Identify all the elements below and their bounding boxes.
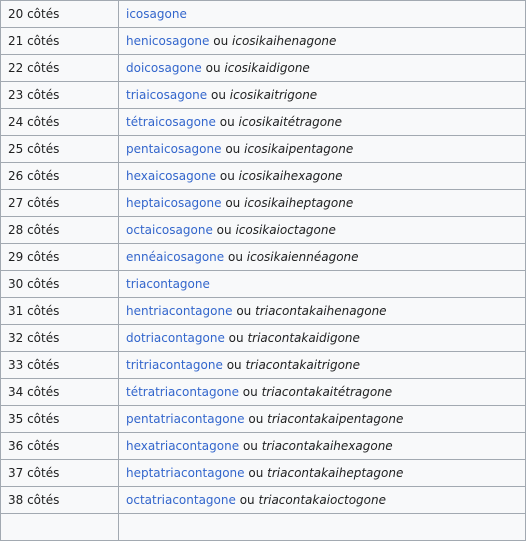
polygon-name-link[interactable]: heptaicosagone [126, 196, 222, 210]
table-row [1, 28, 526, 55]
name-cell [119, 433, 526, 460]
alternate-name: triacontakaiheptagone [267, 466, 404, 480]
conjunction-text: ou [228, 331, 244, 345]
name-cell [119, 460, 526, 487]
conjunction-text: ou [225, 142, 241, 156]
table-row [1, 82, 526, 109]
polygon-name-link[interactable]: hexaicosagone [126, 169, 217, 183]
conjunction-text: ou [205, 61, 221, 75]
table-row [1, 514, 526, 541]
polygon-name-link[interactable]: tétraicosagone [126, 115, 216, 129]
name-cell [119, 406, 526, 433]
name-cell [119, 136, 526, 163]
conjunction-text: ou [219, 115, 235, 129]
table-row [1, 163, 526, 190]
alternate-name: triacontakaihexagone [261, 439, 393, 453]
sides-cell: 37 côtés [1, 460, 119, 487]
sides-cell: 31 côtés [1, 298, 119, 325]
polygon-name-link[interactable]: octatriacontagone [126, 493, 236, 507]
name-cell [119, 244, 526, 271]
alternate-name: icosikaiheptagone [244, 196, 354, 210]
sides-cell: 35 côtés [1, 406, 119, 433]
name-cell [119, 28, 526, 55]
sides-cell: 24 côtés [1, 109, 119, 136]
name-cell [119, 55, 526, 82]
conjunction-text: ou [226, 358, 242, 372]
polygon-name-link[interactable]: ennéaicosagone [126, 250, 225, 264]
table-row [1, 271, 526, 298]
sides-cell: 22 côtés [1, 55, 119, 82]
polygon-name-link[interactable]: hentriacontagone [126, 304, 233, 318]
conjunction-text: ou [216, 223, 232, 237]
polygon-name-link[interactable]: doicosagone [126, 61, 202, 75]
sides-cell: 29 côtés [1, 244, 119, 271]
name-cell [119, 1, 526, 28]
sides-cell: 36 côtés [1, 433, 119, 460]
polygon-name-link[interactable]: icosagone [126, 7, 187, 21]
name-cell [119, 163, 526, 190]
polygon-name-link[interactable]: heptatriacontagone [126, 466, 245, 480]
name-cell [119, 109, 526, 136]
name-cell [119, 325, 526, 352]
conjunction-text: ou [219, 169, 235, 183]
table-row [1, 325, 526, 352]
sides-cell: 30 côtés [1, 271, 119, 298]
sides-cell: 38 côtés [1, 487, 119, 514]
conjunction-text: ou [239, 493, 255, 507]
polygon-name-link[interactable]: dotriacontagone [126, 331, 225, 345]
conjunction-text: ou [227, 250, 243, 264]
name-cell [119, 514, 526, 541]
table-row [1, 244, 526, 271]
conjunction-text: ou [248, 412, 264, 426]
sides-cell: 34 côtés [1, 379, 119, 406]
sides-cell: 21 côtés [1, 28, 119, 55]
name-cell [119, 271, 526, 298]
alternate-name: triacontakaihenagone [255, 304, 387, 318]
sides-cell: 20 côtés [1, 1, 119, 28]
conjunction-text: ou [213, 34, 229, 48]
polygon-name-link[interactable]: hexatriacontagone [126, 439, 240, 453]
conjunction-text: ou [236, 304, 252, 318]
conjunction-text: ou [210, 88, 226, 102]
conjunction-text: ou [242, 439, 258, 453]
polygon-table-body [1, 1, 526, 541]
polygon-name-link[interactable]: triaicosagone [126, 88, 208, 102]
name-cell [119, 352, 526, 379]
table-row [1, 352, 526, 379]
sides-cell: 25 côtés [1, 136, 119, 163]
table-row [1, 55, 526, 82]
table-row [1, 460, 526, 487]
alternate-name: icosikaidigone [224, 61, 310, 75]
alternate-name: icosikaiennéagone [246, 250, 359, 264]
sides-cell [1, 514, 119, 541]
polygon-name-link[interactable]: triacontagone [126, 277, 210, 291]
sides-cell: 27 côtés [1, 190, 119, 217]
alternate-name: triacontakaidigone [247, 331, 360, 345]
table-row [1, 433, 526, 460]
table-row [1, 136, 526, 163]
table-row [1, 109, 526, 136]
sides-cell: 26 côtés [1, 163, 119, 190]
alternate-name: triacontakaioctogone [258, 493, 386, 507]
polygon-name-link[interactable]: henicosagone [126, 34, 210, 48]
alternate-name: triacontakaipentagone [267, 412, 404, 426]
name-cell [119, 217, 526, 244]
alternate-name: icosikaioctagone [235, 223, 336, 237]
conjunction-text: ou [248, 466, 264, 480]
table-row [1, 406, 526, 433]
polygon-name-link[interactable]: tétratriacontagone [126, 385, 239, 399]
name-cell [119, 82, 526, 109]
table-row [1, 1, 526, 28]
table-row [1, 190, 526, 217]
alternate-name: icosikaitrigone [229, 88, 318, 102]
polygon-name-link[interactable]: tritriacontagone [126, 358, 223, 372]
table-row [1, 217, 526, 244]
alternate-name: icosikaihexagone [238, 169, 343, 183]
name-cell [119, 298, 526, 325]
polygon-name-link[interactable]: octaicosagone [126, 223, 213, 237]
conjunction-text: ou [242, 385, 258, 399]
alternate-name: triacontakaitrigone [245, 358, 360, 372]
table-row [1, 379, 526, 406]
polygon-name-link[interactable]: pentatriacontagone [126, 412, 245, 426]
table-row [1, 298, 526, 325]
conjunction-text: ou [225, 196, 241, 210]
name-cell [119, 379, 526, 406]
polygon-name-link[interactable]: pentaicosagone [126, 142, 222, 156]
alternate-name: icosikaipentagone [244, 142, 354, 156]
sides-cell: 33 côtés [1, 352, 119, 379]
sides-cell: 32 côtés [1, 325, 119, 352]
table-row [1, 487, 526, 514]
alternate-name: triacontakaitétragone [261, 385, 393, 399]
sides-cell: 23 côtés [1, 82, 119, 109]
name-cell [119, 487, 526, 514]
alternate-name: icosikaihenagone [232, 34, 337, 48]
sides-cell: 28 côtés [1, 217, 119, 244]
alternate-name: icosikaitétragone [238, 115, 343, 129]
name-cell [119, 190, 526, 217]
